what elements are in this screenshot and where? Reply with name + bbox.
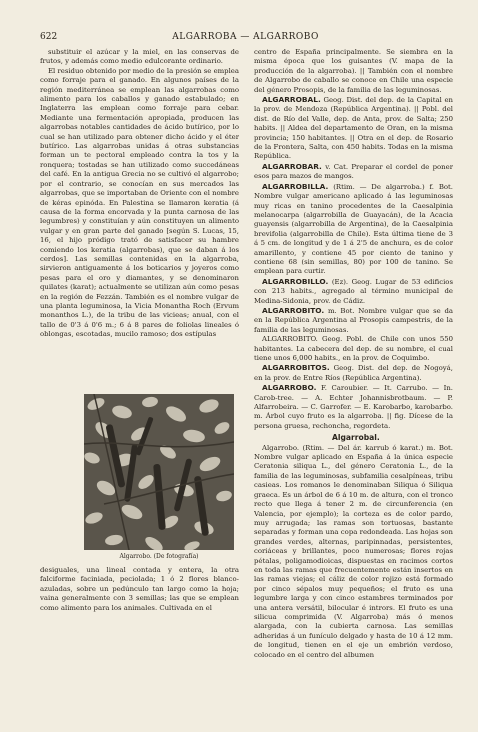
photo-caption: Algarrobo. (De fotografía) [119, 553, 199, 560]
right-tail-paragraph: Algarrobo. (Rtim. — Del ár. karrub ó karat.) m. Bot. Nombre vulgar aplicado en España á la única especie Ceratonia siliqua L., del género Ceratonia L., de la familia de las leguminosas, subfamilia cesalpíneas, tribu casieas. Los romanos le denominaban Siliqua ó Siliqua graeca. Es un árbol de 6 á 10 m. de altura, con el tronco recto que llega á tener 2 m. de circunferencia (en Valencia, por ejemplo); la corteza es de color pardo, muy arrugada; las ramas son tortuosas, bastante separadas y forman una copa redondeada. Las hojas son grandes verdes, alternas, paripinnadas, persistentes, coriáceas y brillantes, poco numerosas; flores rojas pétalas, poligamodioicas, dispuestas en racimos cortos en toda las ramas que frecuentemente están insertos en las ramas viejas; el cáliz de color rojizo está formado por cinco sépalos muy pequeños; el fruto es una legumbre larga y con cinco estambres terminados por una antera versátil, bilocular é intrors. El fruto es una silicua comprimida (V. Algarroba) más ó menos alargada, con la cubierta carnosa. Las semillas adheridas á un funículo delgado y hasta de 10 á 12 mm. de longitud, tienen en el eje un embrión verdoso, colocado en el centro del albumen [254, 443, 453, 659]
entry-headword: ALGARROBILLA. [262, 181, 329, 191]
left-paragraph-1: substituir el azúcar y la miel, en las conservas de frutos, y además como medio edulcorante ordinario. [40, 48, 239, 66]
subheading-algarrobal: Algarrobal. [332, 433, 380, 443]
entry-headword: ALGARROBAR. [262, 161, 322, 171]
entry-algarrobo [254, 383, 453, 431]
entry-headword: ALGARROBITO. [262, 335, 318, 344]
right-column [254, 48, 453, 698]
entry-headword: ALGARROBITO. [262, 305, 325, 315]
entry-body: v. Cat. Preparar el cordel de poner esos para mazos de mangos. [254, 162, 453, 181]
entry-body: F. Caroubier. — It. Carrubo. — In. Carob-tree. — A. Echter Johannisbrotbaum. — P. Alfarrobeira. — C. Garrofer. — E. Karobarbo, karobarbo. m. Árbol cuyo fruto es la algarroba. || fig. Dícese de la persona gruesa, rechoncha, regordeta. [254, 384, 453, 430]
entry-headword: ALGARROBAL. [262, 95, 321, 105]
right-intro-paragraph: centro de España principalmente. Se siembra en la misma época que los guisantes (V. mapa de la producción de la algarroba). || También con el nombre de Algarrobo de caballo se conoce en Chile una especie del género Prosopis, de la familia de las leguminosas. [254, 48, 453, 94]
entry-body: (Ez). Geog. Lugar de 53 edificios con 213 habits., agregado al término municipal de Medina-Sidonia, prov. de Cádiz. [254, 277, 453, 305]
page-number: 622 [40, 32, 58, 42]
entry-headword: ALGARROBITOS. [262, 363, 330, 373]
entry-algarrobilla [254, 182, 453, 277]
left-column [40, 48, 239, 392]
running-title: ALGARROBA — ALGARROBO [172, 32, 319, 42]
entry-algarrobito-geog [254, 335, 453, 363]
entry-algarrobal [254, 95, 453, 162]
entry-headword: ALGARROBO. [262, 383, 317, 393]
entry-algarrobito-bot [254, 306, 453, 335]
entry-body: (Rtim. — De algarroba.) f. Bot. Nombre vulgar americano aplicado á las leguminosas muy ricas en tanino procedentes de la Caesalpinia melanocarpa (algarrobilla de Guayacán), de la Acacia guayensis (algarrobilla de Argentina), de la Caesalpinia brevifolia (algarrobilla de Chile). Esta última tiene de 3 á 5 cm. de longitud y de 1 á 2'5 de anchura, es de color amarillento, y contiene 45 por ciento de tanino y contiene 68 (sin semillas, 80) por 100 de tanino. Se emplean para curtir. [254, 182, 453, 276]
entry-body: Geog. Pobl. de Chile con unos 550 habitantes. La cabecera del dep. de su nombre, el cual tiene unos 6,000 habits., en la prov. de Coquimbo. [254, 335, 453, 362]
entry-algarrobitos [254, 363, 453, 383]
page-header [40, 30, 452, 44]
algarrobo-photo [84, 394, 234, 550]
algarrobo-photo-illustration [84, 394, 234, 550]
left-column-bottom [40, 566, 239, 698]
entry-headword: ALGARROBILLO. [262, 276, 329, 286]
entry-algarrobar [254, 162, 453, 182]
entry-body: m. Bot. Nombre vulgar que se da en la República Argentina al Prosopis campestris, de la familia de las leguminosas. [254, 306, 453, 334]
entry-algarrobillo [254, 277, 453, 306]
left-paragraph-2: El residuo obtenido por medio de la presión se emplea como forraje para el ganado. En algunos países de la región mediterránea se emplean las algarrobas como alimento para los caballos y ganado estabulado; en Inglaterra las emplean como forraje para cebar. Mediante una fermentación apropiada, producen las algarrobas notables cantidades de ácido butírico, por lo cual se han utilizado para obtener dicho ácido y el éter butírico. Las algarrobas unidas á otras substancias forman un te pectoral empleado contra la tos y la ronquera; tostadas se han utilizado como succedáneas del café. En la antigua Grecia no se cultivó el algarrobo; por el contrario, se conocían en sus mercados las algarrobas, que se importaban de Oriente con el nombre de kéras epinóda. En Palestina se llamaron keratia (á causa de la forma encorvada y la punta carnosa de las legumbres) y constituían y aún constituyen un alimento vulgar y en gran parte del ganado [según S. Lucas, 15, 16, el hijo pródigo trató de satisfacer su hambre comiendo los keratia (algarrobas), que se daban á los cerdos]. Las semillas contenidas en la algarroba, sirvieron antiguamente á los boticarios y joyeros como pesas para el oro y diamantes, y se denominaron quilates (karat); actualmente se utilizan aún como pesas en la región de Fezzán. También es el nombre vulgar de una planta leguminosa, la Vicia Monantha Roch (Ervum monanthos L.), de la tribu de las vicieas; anual, con el tallo de 0'3 á 0'6 m.; 6 á 8 pares de foliolas lineales ó oblongas, escotadas, mucilo ramoso; dos estípulas [40, 66, 239, 339]
entry-body: Geog. Dist. del dep. de la Capital en la prov. de Mendoza (República Argentina). || Pobl. del dist. de Río del Valle, dep. de Anta, prov. de Salta; 250 habits. || Aldea del departamento de Oran, en la misma provincia; 150 habitantes. || Otra en el dep. de Rosario de la Frontera, Salta, con 450 habits. Todas en la misma República. [254, 96, 453, 161]
entry-body: Geog. Dist. del dep. de Nogoyá, en la prov. de Entre Ríos (República Argentina). [254, 364, 453, 382]
left-bottom-paragraph: desiguales, una lineal contada y entera, la otra falciforme faciniada, peciolada; 1 ó 2 flores blanco-azuladas, sobre un pedúnculo tan largo como la hoja; vaina generalmente con 3 semillas; las que se emplean como alimento para los animales. Cultivada en el [40, 566, 239, 612]
